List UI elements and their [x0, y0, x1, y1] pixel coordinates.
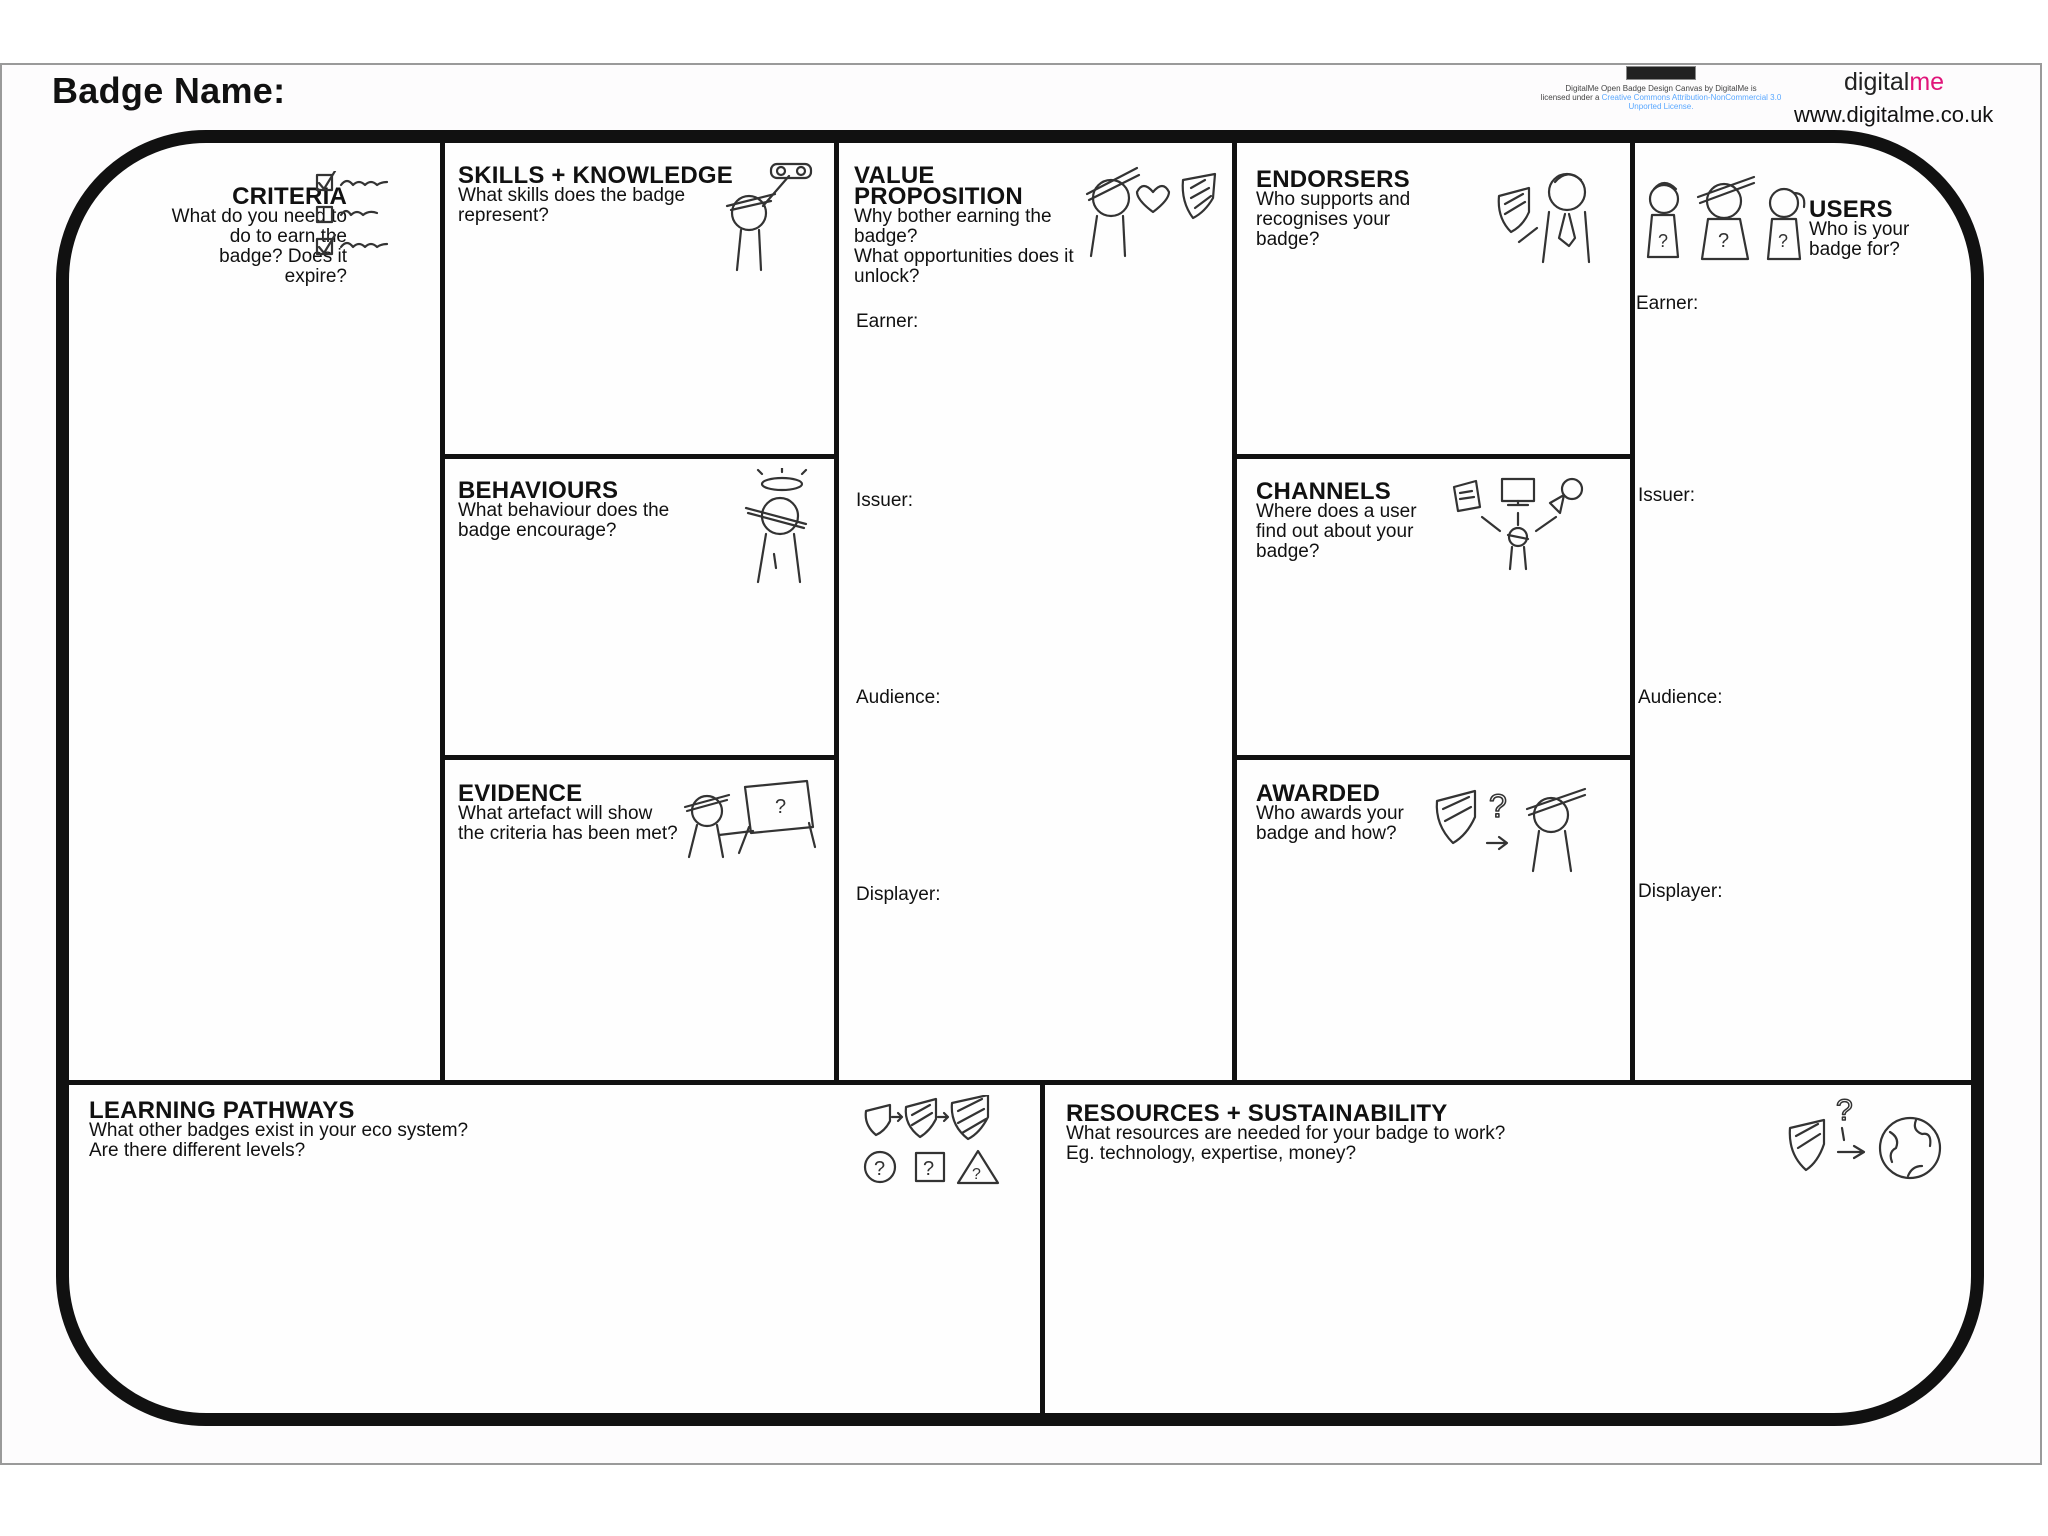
users-issuer-label: Issuer:: [1638, 485, 1696, 506]
brand-url[interactable]: www.digitalme.co.uk: [1794, 102, 1994, 127]
brand-digital: digital: [1844, 68, 1910, 96]
shield-globe-icon: [1782, 1088, 1957, 1193]
value-title-1: VALUE: [854, 162, 935, 189]
value-issuer-label: Issuer:: [856, 490, 914, 511]
person-with-board-icon: [679, 773, 819, 868]
shield-question-person-icon: [1429, 773, 1599, 878]
learning-title: LEARNING PATHWAYS: [89, 1097, 355, 1124]
person-with-halo-icon: [734, 468, 824, 593]
divider-line: [1040, 1082, 1045, 1426]
behaviours-section[interactable]: [458, 477, 758, 541]
brand-logo: [1844, 68, 1944, 97]
license-notice: [1532, 66, 1790, 111]
resources-title: RESOURCES + SUSTAINABILITY: [1066, 1100, 1448, 1127]
divider-line: [440, 454, 837, 459]
divider-line: [1630, 143, 1635, 1082]
svg-text:?: ?: [1718, 230, 1730, 252]
svg-text:?: ?: [1489, 788, 1507, 824]
divider-line: [834, 143, 839, 1082]
endorsers-section[interactable]: [1256, 166, 1516, 250]
learning-question-1: What other badges exist in your eco system?: [89, 1120, 469, 1141]
group-of-people-icon: [1644, 163, 1814, 268]
endorsers-question: Who supports and recognises your badge?: [1256, 189, 1411, 250]
badge-name-label: Badge Name:: [52, 70, 286, 111]
value-section[interactable]: [854, 162, 1104, 287]
evidence-question: What artefact will show the criteria has been met?: [458, 803, 678, 844]
users-earner-label: Earner:: [1636, 293, 1699, 314]
license-text-2: licensed under a: [1540, 93, 1600, 102]
resources-section[interactable]: [1066, 1100, 1666, 1164]
skills-section[interactable]: [458, 162, 758, 226]
creative-commons-icon: [1626, 66, 1696, 80]
svg-text:?: ?: [923, 1158, 935, 1180]
svg-text:?: ?: [775, 796, 787, 818]
users-question: Who is your badge for?: [1809, 219, 1910, 260]
resources-question-1: What resources are needed for your badge to work?: [1066, 1123, 1506, 1144]
value-title-2: PROPOSITION: [854, 183, 1023, 210]
channels-icon: [1446, 473, 1596, 578]
svg-text:?: ?: [1778, 231, 1789, 251]
svg-text:?: ?: [972, 1166, 981, 1183]
users-section[interactable]: [1809, 196, 1939, 260]
users-audience-label: Audience:: [1638, 687, 1723, 708]
resources-question-2: Eg. technology, expertise, money?: [1066, 1143, 1357, 1164]
divider-line: [440, 143, 445, 1082]
license-text-1: DigitalMe Open Badge Design Canvas by DigitalMe is: [1565, 84, 1757, 93]
skills-question: What skills does the badge represent?: [458, 185, 686, 226]
users-title: USERS: [1809, 196, 1893, 223]
value-displayer-label: Displayer:: [856, 884, 941, 905]
license-link[interactable]: Creative Commons Attribution-NonCommercial 3.0 Unported License.: [1601, 93, 1782, 111]
canvas-frame: [56, 130, 1984, 1426]
skills-title: SKILLS + KNOWLEDGE: [458, 162, 733, 189]
endorsers-title: ENDORSERS: [1256, 166, 1410, 193]
person-heart-shield-icon: [1079, 158, 1224, 268]
checklist-icon: [313, 171, 403, 266]
divider-line: [69, 1080, 1971, 1085]
users-displayer-label: Displayer:: [1638, 881, 1723, 902]
learning-pathways-section[interactable]: [89, 1097, 609, 1161]
awarded-title: AWARDED: [1256, 780, 1381, 807]
learning-question-2: Are there different levels?: [89, 1140, 306, 1161]
value-question-2: What opportunities does it unlock?: [854, 246, 1074, 287]
behaviours-title: BEHAVIOURS: [458, 477, 619, 504]
divider-line: [440, 755, 837, 760]
brand-me: me: [1909, 68, 1945, 96]
criteria-question: What do you need to do to earn the badge? Does it expire?: [171, 206, 347, 287]
svg-text:?: ?: [1836, 1094, 1853, 1127]
evidence-title: EVIDENCE: [458, 780, 583, 807]
svg-text:?: ?: [1658, 231, 1669, 251]
criteria-title: CRITERIA: [232, 183, 347, 210]
channels-title: CHANNELS: [1256, 478, 1391, 505]
value-earner-label: Earner:: [856, 311, 919, 332]
awarded-question: Who awards your badge and how?: [1256, 803, 1404, 844]
divider-line: [1232, 143, 1237, 1082]
person-with-key-icon: [719, 158, 819, 283]
channels-question: Where does a user find out about your badge?: [1256, 501, 1417, 562]
badge-levels-icon: [860, 1095, 1020, 1200]
value-audience-label: Audience:: [856, 687, 941, 708]
person-with-shield-icon: [1479, 158, 1599, 273]
svg-text:?: ?: [874, 1158, 886, 1180]
value-question-1: Why bother earning the badge?: [854, 206, 1052, 247]
divider-line: [1232, 454, 1633, 459]
divider-line: [1232, 755, 1633, 760]
behaviours-question: What behaviour does the badge encourage?: [458, 500, 670, 541]
